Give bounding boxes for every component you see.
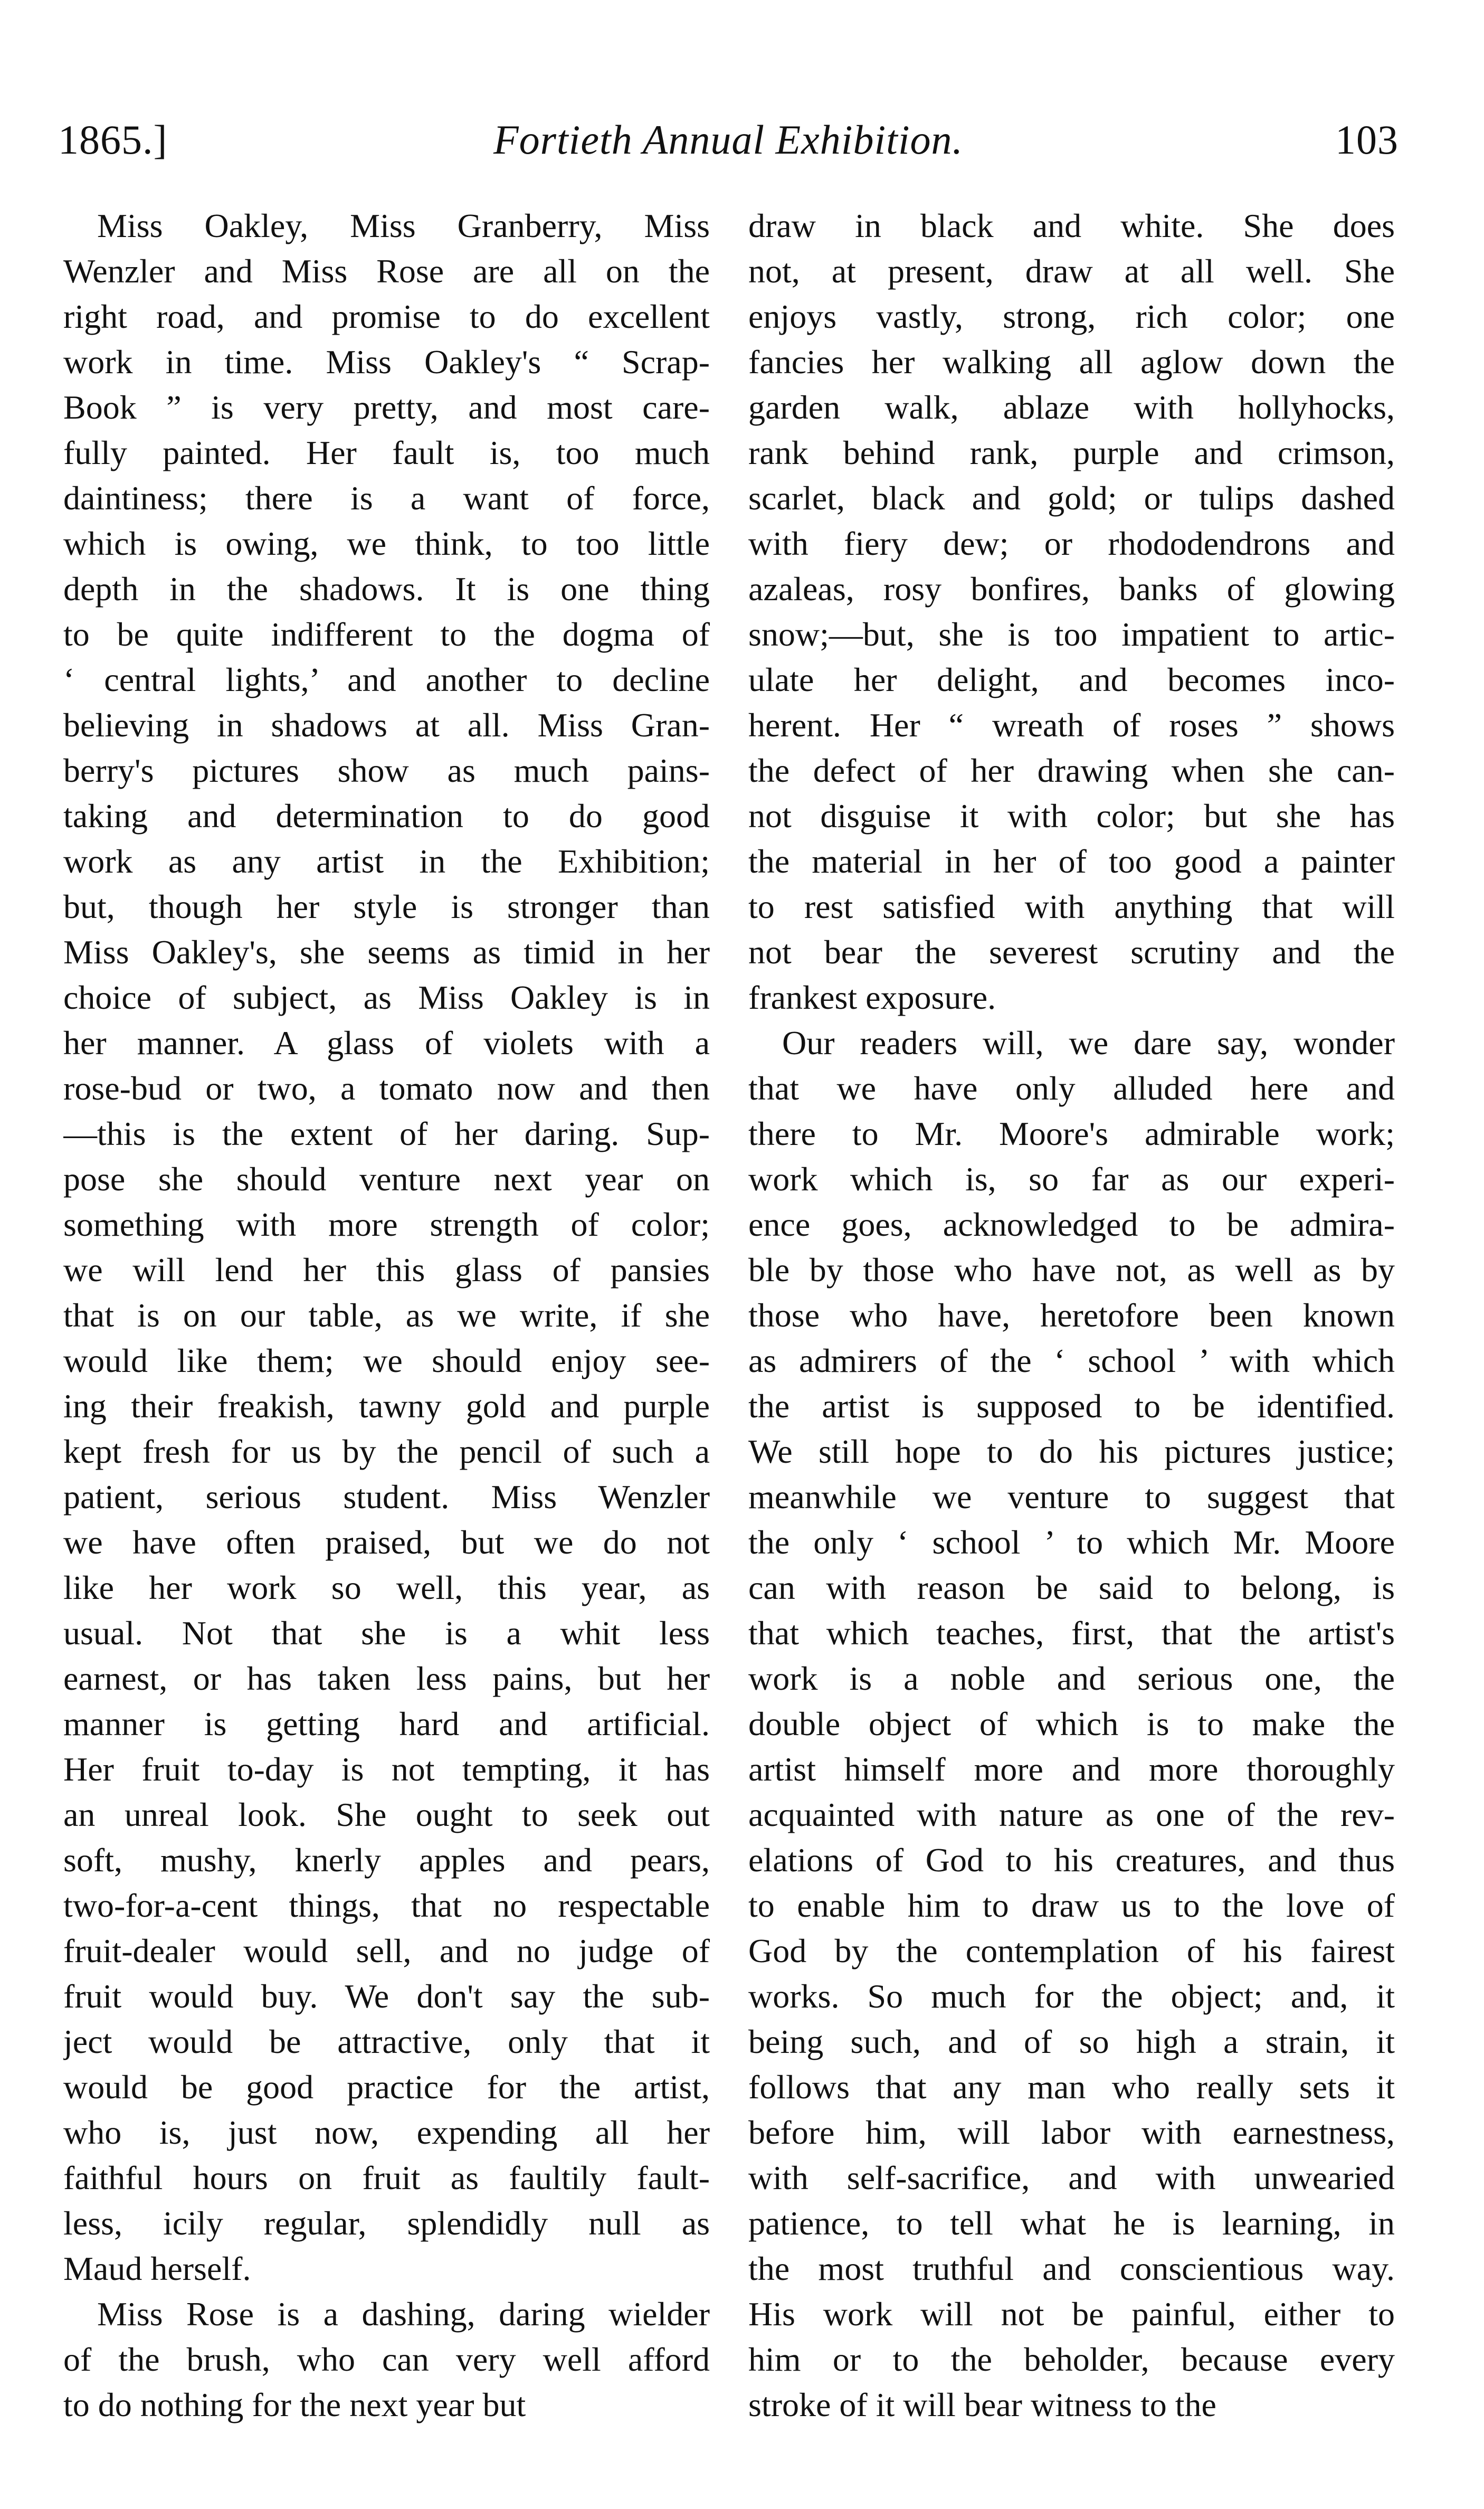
text-line: ble by those who have not, as well as by	[748, 1251, 1395, 1289]
text-line: usual. Not that she is a whit less	[63, 1614, 710, 1652]
text-line: that which teaches, first, that the artist's	[748, 1614, 1395, 1652]
text-line: can with reason be said to belong, is	[748, 1569, 1395, 1606]
text-line: we have often praised, but we do not	[63, 1523, 710, 1561]
text-line: Her fruit to-day is not tempting, it has	[63, 1750, 710, 1788]
text-line: ing their freakish, tawny gold and purple	[63, 1387, 710, 1425]
header-title: Fortieth Annual Exhibition.	[493, 117, 963, 163]
text-line: Our readers will, we dare say, wonder	[748, 1024, 1395, 1062]
text-line: the material in her of too good a painter	[748, 842, 1395, 880]
text-line: soft, mushy, knerly apples and pears,	[63, 1841, 710, 1879]
text-line: —this is the extent of her daring. Sup-	[63, 1115, 710, 1152]
paragraph	[748, 1020, 1395, 2428]
text-line: less, icily regular, splendidly null as	[63, 2204, 710, 2242]
text-line: that is on our table, as we write, if she	[63, 1296, 710, 1334]
text-line: there to Mr. Moore's admirable work;	[748, 1115, 1395, 1152]
text-line: would be good practice for the artist,	[63, 2068, 710, 2106]
text-line: draw in black and white. She does	[748, 207, 1395, 244]
text-line: with fiery dew; or rhododendrons and	[748, 525, 1395, 562]
text-line: fruit would buy. We don't say the sub-	[63, 1977, 710, 2015]
text-line: work is a noble and serious one, the	[748, 1660, 1395, 1697]
left-column	[63, 203, 710, 2428]
text-line: not bear the severest scrutiny and the	[748, 933, 1395, 971]
text-line: manner is getting hard and artificial.	[63, 1705, 710, 1743]
text-line: double object of which is to make the	[748, 1705, 1395, 1743]
text-line: that we have only alluded here and	[748, 1069, 1395, 1107]
text-line: work in time. Miss Oakley's “ Scrap-	[63, 343, 710, 381]
text-line: Maud herself.	[63, 2250, 251, 2287]
text-line: patience, to tell what he is learning, in	[748, 2204, 1395, 2242]
right-column	[748, 203, 1395, 2428]
text-line: fancies her walking all aglow down the	[748, 343, 1395, 381]
text-line: fruit-dealer would sell, and no judge of	[63, 1932, 710, 1970]
text-line: the artist is supposed to be identified.	[748, 1387, 1395, 1425]
text-line: berry's pictures show as much pains-	[63, 752, 710, 789]
text-line: taking and determination to do good	[63, 797, 710, 835]
text-line: elations of God to his creatures, and thus	[748, 1841, 1395, 1879]
text-line: God by the contemplation of his fairest	[748, 1932, 1395, 1970]
text-line: ‘ central lights,’ and another to decline	[63, 661, 710, 698]
text-line: would like them; we should enjoy see-	[63, 1342, 710, 1379]
text-line: who is, just now, expending all her	[63, 2114, 710, 2151]
text-line: before him, will labor with earnestness,	[748, 2114, 1395, 2151]
text-line: choice of subject, as Miss Oakley is in	[63, 979, 710, 1016]
page-number: 103	[1335, 117, 1399, 163]
text-line: snow;—but, she is too impatient to artic-	[748, 616, 1395, 653]
text-line: the defect of her drawing when she can-	[748, 752, 1395, 789]
text-line: His work will not be painful, either to	[748, 2295, 1395, 2333]
paragraph	[63, 2292, 710, 2428]
text-line: being such, and of so high a strain, it	[748, 2023, 1395, 2060]
text-line: to be quite indifferent to the dogma of	[63, 616, 710, 653]
paragraph	[63, 203, 710, 2292]
header-year: 1865.]	[58, 117, 168, 163]
running-header	[58, 108, 1399, 172]
text-line: an unreal look. She ought to seek out	[63, 1796, 710, 1833]
text-line: work which is, so far as our experi-	[748, 1160, 1395, 1198]
text-line: ence goes, acknowledged to be admira-	[748, 1206, 1395, 1243]
text-line: rose-bud or two, a tomato now and then	[63, 1069, 710, 1107]
text-line: acquainted with nature as one of the rev-	[748, 1796, 1395, 1833]
text-line: azaleas, rosy bonfires, banks of glowing	[748, 570, 1395, 608]
text-line: artist himself more and more thoroughly	[748, 1750, 1395, 1788]
text-line: kept fresh for us by the pencil of such a	[63, 1433, 710, 1470]
text-line: we will lend her this glass of pansies	[63, 1251, 710, 1289]
text-line: right road, and promise to do excellent	[63, 298, 710, 335]
text-line: those who have, heretofore been known	[748, 1296, 1395, 1334]
text-line: depth in the shadows. It is one thing	[63, 570, 710, 608]
text-line: enjoys vastly, strong, rich color; one	[748, 298, 1395, 335]
text-line: which is owing, we think, to too little	[63, 525, 710, 562]
text-line: We still hope to do his pictures justice;	[748, 1433, 1395, 1470]
text-line: to enable him to draw us to the love of	[748, 1887, 1395, 1924]
text-line: as admirers of the ‘ school ’ with which	[748, 1342, 1395, 1379]
text-line: him or to the beholder, because every	[748, 2341, 1395, 2378]
text-line: follows that any man who really sets it	[748, 2068, 1395, 2106]
text-line: Miss Rose is a dashing, daring wielder	[63, 2295, 710, 2333]
text-line: the most truthful and conscientious way.	[748, 2250, 1395, 2287]
text-line: earnest, or has taken less pains, but her	[63, 1660, 710, 1697]
text-line: work as any artist in the Exhibition;	[63, 842, 710, 880]
text-line: Miss Oakley's, she seems as timid in her	[63, 933, 710, 971]
text-line: works. So much for the object; and, it	[748, 1977, 1395, 2015]
text-line: pose she should venture next year on	[63, 1160, 710, 1198]
text-line: not disguise it with color; but she has	[748, 797, 1395, 835]
text-line: rank behind rank, purple and crimson,	[748, 434, 1395, 471]
text-line: ulate her delight, and becomes inco-	[748, 661, 1395, 698]
text-line: Wenzler and Miss Rose are all on the	[63, 252, 710, 290]
text-line: Book ” is very pretty, and most care-	[63, 389, 710, 426]
text-line: Miss Oakley, Miss Granberry, Miss	[63, 207, 710, 244]
text-line: believing in shadows at all. Miss Gran-	[63, 706, 710, 744]
text-line: two-for-a-cent things, that no respectable	[63, 1887, 710, 1924]
text-line: meanwhile we venture to suggest that	[748, 1478, 1395, 1516]
text-line: patient, serious student. Miss Wenzler	[63, 1478, 710, 1516]
text-line: ject would be attractive, only that it	[63, 2023, 710, 2060]
text-line: but, though her style is stronger than	[63, 888, 710, 925]
text-line: of the brush, who can very well afford	[63, 2341, 710, 2378]
text-line: herent. Her “ wreath of roses ” shows	[748, 706, 1395, 744]
text-line: to do nothing for the next year but	[63, 2386, 526, 2423]
text-line: garden walk, ablaze with hollyhocks,	[748, 389, 1395, 426]
text-line: daintiness; there is a want of force,	[63, 479, 710, 517]
text-line: scarlet, black and gold; or tulips dashed	[748, 479, 1395, 517]
document-page	[58, 108, 1399, 2473]
text-line: to rest satisfied with anything that will	[748, 888, 1395, 925]
text-line: fully painted. Her fault is, too much	[63, 434, 710, 471]
text-line: stroke of it will bear witness to the	[748, 2386, 1216, 2423]
text-line: faithful hours on fruit as faultily fault-	[63, 2159, 710, 2196]
text-line: something with more strength of color;	[63, 1206, 710, 1243]
paragraph	[748, 203, 1395, 1020]
text-line: frankest exposure.	[748, 979, 996, 1016]
text-line: the only ‘ school ’ to which Mr. Moore	[748, 1523, 1395, 1561]
text-line: her manner. A glass of violets with a	[63, 1024, 710, 1062]
text-line: with self-sacrifice, and with unwearied	[748, 2159, 1395, 2196]
text-line: not, at present, draw at all well. She	[748, 252, 1395, 290]
text-line: like her work so well, this year, as	[63, 1569, 710, 1606]
